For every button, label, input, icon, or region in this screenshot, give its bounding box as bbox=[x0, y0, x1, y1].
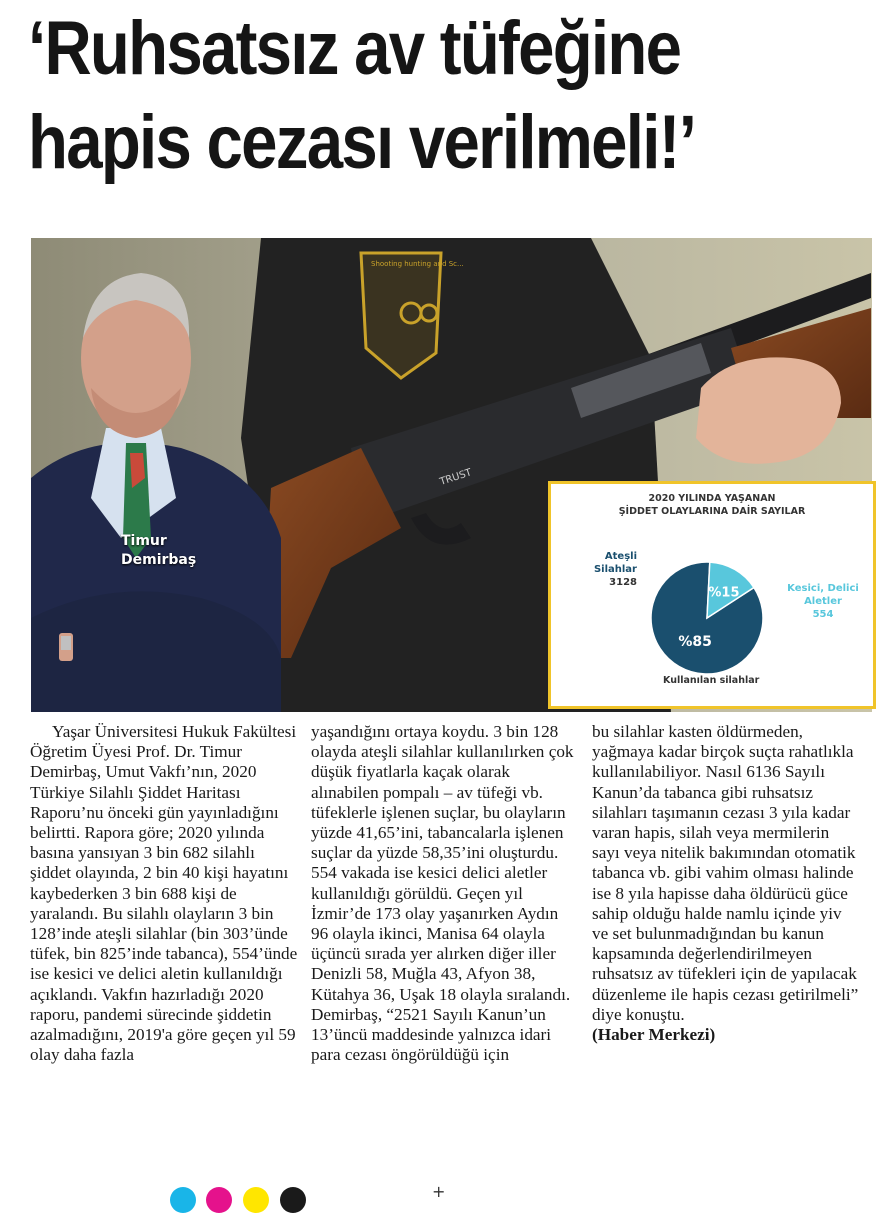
print-mark-yellow bbox=[243, 1187, 269, 1213]
legend-firearms bbox=[567, 550, 637, 589]
article-column-3 bbox=[592, 722, 860, 1184]
infographic-box bbox=[548, 481, 876, 709]
headline-line-1: ‘Ruhsatsız av tüfeğine bbox=[28, 6, 681, 91]
legend-firearms-value: 3128 bbox=[609, 577, 637, 588]
registration-mark-icon: + bbox=[432, 1182, 446, 1201]
legend-blades bbox=[773, 582, 873, 621]
badge-text: Shooting hunting and Sc... bbox=[371, 260, 464, 268]
legend-blades-line-1: Kesici, Delici bbox=[787, 583, 859, 594]
legend-blades-value: 554 bbox=[812, 609, 834, 620]
infographic-title bbox=[551, 492, 873, 518]
photo-caption bbox=[121, 532, 196, 570]
article-column-3-text: bu silahlar kasten öldürmeden, yağmaya kadar birçok suçta rahatlıkla kullanılabiliyor. Nasıl 6136 Sayılı Kanun’da tabanca gibi ruhsatsız silahları taşımanın cezası 3 yıla kadar varan hapis, silah veya mermilerin sayı veya nitelik bakımından otomatik tabanca vb. gibi vahim olması halinde ise 8 yıla hapisse daha öldürücü güce sahip olduğu halde namlu içinde yiv ve set bulunmadığından bu kanun kapsamında değerlendirilmeyen ruhsatsız av tüfekleri için de yapılacak düzenleme ile hapis cezası getirilmeli” diye konuştu. bbox=[592, 722, 859, 1024]
print-mark-black bbox=[280, 1187, 306, 1213]
article-column-2 bbox=[311, 722, 579, 1184]
gun-brand-text: TRUST bbox=[438, 467, 474, 488]
legend-blades-line-2: Aletler bbox=[804, 596, 842, 607]
pie-label-blades: %15 bbox=[708, 585, 740, 601]
infographic-title-line-1: 2020 YILINDA YAŞANAN bbox=[648, 493, 776, 504]
caption-first-name: Timur bbox=[121, 533, 167, 549]
article-column-1-text: Yaşar Üniversitesi Hukuk Fakültesi Öğretim Üyesi Prof. Dr. Timur Demirbaş, Umut Vakfı’nın, 2020 Türkiye Silahlı Şiddet Haritası Raporu’nu önceki gün yayınladığını belirtti. Rapora göre; 2020 yılında basına yansıyan 3 bin 682 silahlı şiddet olayında, 2 bin 40 kişi hayatını kaybederken 3 bin 688 kişi de yaralandı. Bu silahlı olayların 3 bin 128’inde ateşli silahlar (bin 303’ünde tüfek, bin 825’inde tabanca), 554’ünde ise kesici ve delici aletin kullanıldığı açıklandı. Vakfın hazırladığı 2020 raporu, pandemi sürecinde şiddetin azalmadığını, 2019'a göre geçen yıl 59 olay daha fazla bbox=[30, 722, 298, 1065]
article-column-2-text: yaşandığını ortaya koydu. 3 bin 128 olayda ateşli silahlar kullanılırken çok düşük fiyatlarla kaçak olarak alınabilen pompalı – av tüfeği vb. tüfeklerle işlenen suçlar, bu olayların yüzde 41,65’ini, tabancalarla işlenen suçlar da yüzde 58,35’ini oluşturdu. 554 vakada ise kesici delici aletler kullanıldığı görüldü. Geçen yıl İzmir’de 173 olay yaşanırken Aydın 96 olayla ikinci, Manisa 64 olayla üçüncü sırada yer alırken diğer iller Denizli 58, Muğla 43, Afyon 38, Kütahya 36, Uşak 18 olayla sıralandı. Demirbaş, “2521 Sayılı Kanun’un 13’üncü maddesinde yalnızca idari para cezası öngörüldüğü için bbox=[311, 722, 574, 1065]
print-mark-magenta bbox=[206, 1187, 232, 1213]
print-mark-cyan bbox=[170, 1187, 196, 1213]
pie-label-firearms: %85 bbox=[678, 633, 712, 650]
infographic-title-line-2: ŞİDDET OLAYLARINA DAİR SAYILAR bbox=[618, 506, 806, 517]
caption-last-name: Demirbaş bbox=[121, 552, 197, 568]
article-byline: (Haber Merkezi) bbox=[592, 1025, 716, 1045]
infographic-footer: Kullanılan silahlar bbox=[663, 675, 760, 686]
legend-firearms-line-2: Silahlar bbox=[593, 564, 637, 575]
article-column-1 bbox=[30, 722, 298, 1184]
legend-firearms-line-1: Ateşli bbox=[604, 551, 637, 562]
headline bbox=[28, 2, 759, 190]
headline-line-2: hapis cezası verilmeli!’ bbox=[28, 100, 696, 185]
pie-chart bbox=[647, 558, 767, 678]
article-body bbox=[30, 722, 860, 1184]
